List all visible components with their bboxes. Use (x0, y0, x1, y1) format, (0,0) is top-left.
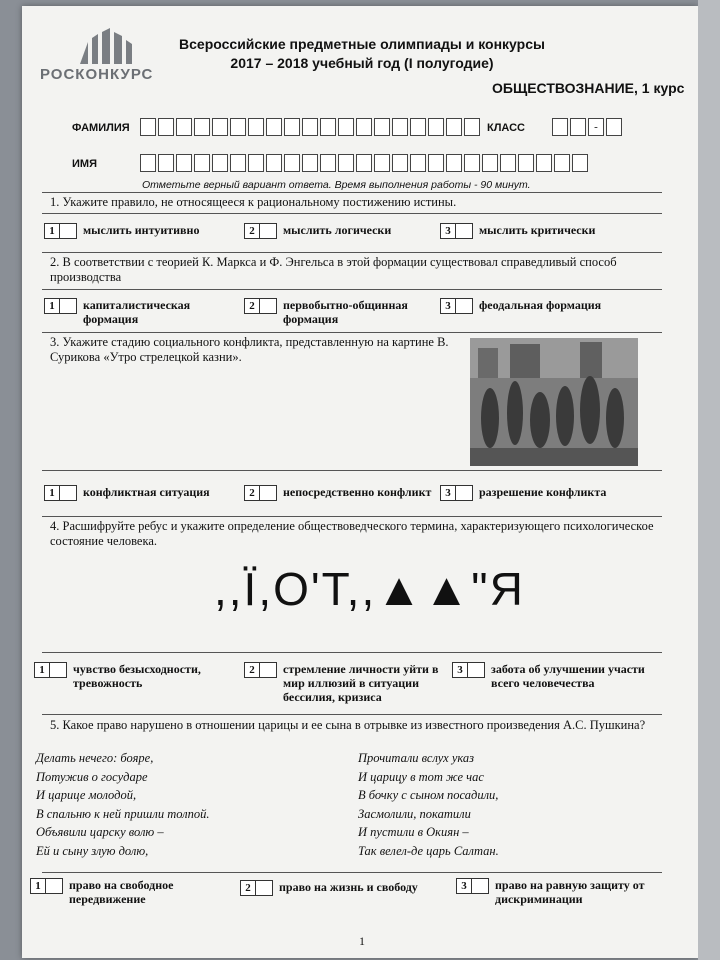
q4-option-3-num: 3 (452, 662, 468, 678)
q4-option-1[interactable] (34, 662, 244, 690)
poem-line: В бочку с сыном посадили, (358, 788, 499, 802)
subject-title: ОБЩЕСТВОЗНАНИЕ, 1 курс (492, 80, 685, 96)
olympiad-title: Всероссийские предметные олимпиады и конкурсы (179, 36, 545, 52)
q3-option-2-num: 2 (244, 485, 260, 501)
page-number: 1 (359, 934, 365, 948)
q5-option-3-num: 3 (456, 878, 472, 894)
q5-option-3-label: право на равную защиту от дискриминации (495, 878, 645, 906)
q2-option-3-checkbox[interactable] (456, 298, 473, 314)
q3-option-3-checkbox[interactable] (456, 485, 473, 501)
q3-option-1[interactable] (44, 485, 234, 501)
q2-option-1-checkbox[interactable] (60, 298, 77, 314)
q2-option-2[interactable] (244, 298, 434, 326)
q5-option-2-label: право на жизнь и свободу (279, 880, 418, 894)
poem-line: Засмолили, покатили (358, 806, 471, 821)
question-5-text: 5. Какое право нарушено в отношении царицы и ее сына в отрывке из известного произведения А.С. Пушкина? (50, 718, 646, 732)
poem-line: Делать нечего: бояре, (36, 751, 154, 765)
question-3-text: 3. Укажите стадию социального конфликта, представленную на картине В. Сурикова «Утро стрелецкой казни». (50, 335, 449, 364)
poem-line: Ей и сыну злую долю, (36, 843, 149, 858)
rosconcurs-logo-icon (40, 24, 180, 94)
q2-option-1[interactable] (44, 298, 234, 326)
q1-option-3[interactable] (440, 223, 670, 239)
rebus: ,,Ї,О'Т,,▲▲"Я (214, 563, 525, 615)
q4-option-3[interactable] (452, 662, 662, 690)
poem-line: И царице молодой, (36, 788, 137, 802)
q4-option-3-label: забота об улучшении участи всего человечества (491, 662, 645, 690)
q3-option-2[interactable] (244, 485, 434, 501)
q4-option-1-checkbox[interactable] (50, 662, 67, 678)
q3-option-3-num: 3 (440, 485, 456, 501)
q5-option-3-checkbox[interactable] (472, 878, 489, 894)
q1-option-3-checkbox[interactable] (456, 223, 473, 239)
q1-option-1-checkbox[interactable] (60, 223, 77, 239)
q5-option-1-num: 1 (30, 878, 46, 894)
poem-line: В спальню к ней пришли толпой. (36, 806, 210, 821)
surname-field[interactable] (140, 118, 480, 136)
q4-option-1-label: чувство безысходности, тревожность (73, 662, 201, 690)
school-year: 2017 – 2018 учебный год (I полугодие) (230, 55, 494, 71)
q3-option-2-label: непосредственно конфликт (283, 485, 432, 499)
poem-line: Потужив о государе (36, 769, 148, 784)
q2-option-3-num: 3 (440, 298, 456, 314)
q3-option-1-checkbox[interactable] (60, 485, 77, 501)
q1-option-3-num: 3 (440, 223, 456, 239)
q3-option-2-checkbox[interactable] (260, 485, 277, 501)
q5-option-1-checkbox[interactable] (46, 878, 63, 894)
poem-line: Объявили царску волю – (36, 825, 164, 839)
q4-option-2[interactable] (244, 662, 444, 704)
q5-option-2-num: 2 (240, 880, 256, 896)
q1-option-2-label: мыслить логически (283, 223, 392, 237)
name-label: ИМЯ (72, 158, 97, 170)
q2-option-1-label: капиталистическая формация (83, 298, 191, 326)
q3-option-1-label: конфликтная ситуация (83, 485, 210, 499)
poem-line: Так велел-де царь Салтан. (358, 843, 499, 858)
surname-label: ФАМИЛИЯ (72, 122, 130, 134)
instructions: Отметьте верный вариант ответа. Время выполнения работы - 90 минут. (142, 179, 531, 191)
q5-option-2[interactable] (240, 880, 440, 896)
q5-option-1-label: право на свободное передвижение (69, 878, 174, 906)
q1-option-2-checkbox[interactable] (260, 223, 277, 239)
answer-sheet (22, 6, 698, 958)
q3-option-1-num: 1 (44, 485, 60, 501)
q1-option-1[interactable] (44, 223, 234, 239)
q3-option-3[interactable] (440, 485, 670, 501)
poem-line: И царицу в тот же час (358, 769, 484, 784)
q1-option-1-label: мыслить интуитивно (83, 223, 200, 237)
class-label: КЛАСС (487, 122, 525, 134)
surikov-painting-image (470, 338, 638, 466)
q4-option-1-num: 1 (34, 662, 50, 678)
q5-option-3[interactable] (456, 878, 676, 906)
q4-option-2-checkbox[interactable] (260, 662, 277, 678)
question-4-text: 4. Расшифруйте ребус и укажите определение обществоведческого термина, характеризующего психологическое состояние человека. (50, 519, 654, 548)
q4-option-3-checkbox[interactable] (468, 662, 485, 678)
question-2-text: 2. В соответствии с теорией К. Маркса и Ф. Энгельса в этой формации существовал справедливый способ производства (50, 255, 617, 284)
class-field[interactable] (552, 118, 622, 136)
poem-line: И пустили в Окиян – (358, 825, 469, 839)
class-separator: - (588, 118, 604, 136)
logo-text: РОСКОНКУРС (40, 66, 154, 83)
q5-option-2-checkbox[interactable] (256, 880, 273, 896)
q2-option-2-checkbox[interactable] (260, 298, 277, 314)
q4-option-2-num: 2 (244, 662, 260, 678)
q4-option-2-label: стремление личности уйти в мир иллюзий в ситуации бессилия, кризиса (283, 662, 439, 704)
q3-option-3-label: разрешение конфликта (479, 485, 607, 499)
q2-option-3[interactable] (440, 298, 670, 314)
q1-option-2-num: 2 (244, 223, 260, 239)
q2-option-3-label: феодальная формация (479, 298, 602, 312)
name-field[interactable] (140, 154, 588, 172)
question-1-text: 1. Укажите правило, не относящееся к рациональному постижению истины. (50, 195, 457, 209)
q1-option-3-label: мыслить критически (479, 223, 596, 237)
q5-option-1[interactable] (30, 878, 230, 906)
q2-option-2-label: первобытно-общинная формация (283, 298, 408, 326)
background-surface (698, 0, 720, 960)
poem-line: Прочитали вслух указ (358, 751, 475, 765)
q1-option-2[interactable] (244, 223, 434, 239)
q2-option-2-num: 2 (244, 298, 260, 314)
poem-left-column (36, 749, 210, 860)
q2-option-1-num: 1 (44, 298, 60, 314)
poem-right-column (358, 749, 499, 860)
q1-option-1-num: 1 (44, 223, 60, 239)
